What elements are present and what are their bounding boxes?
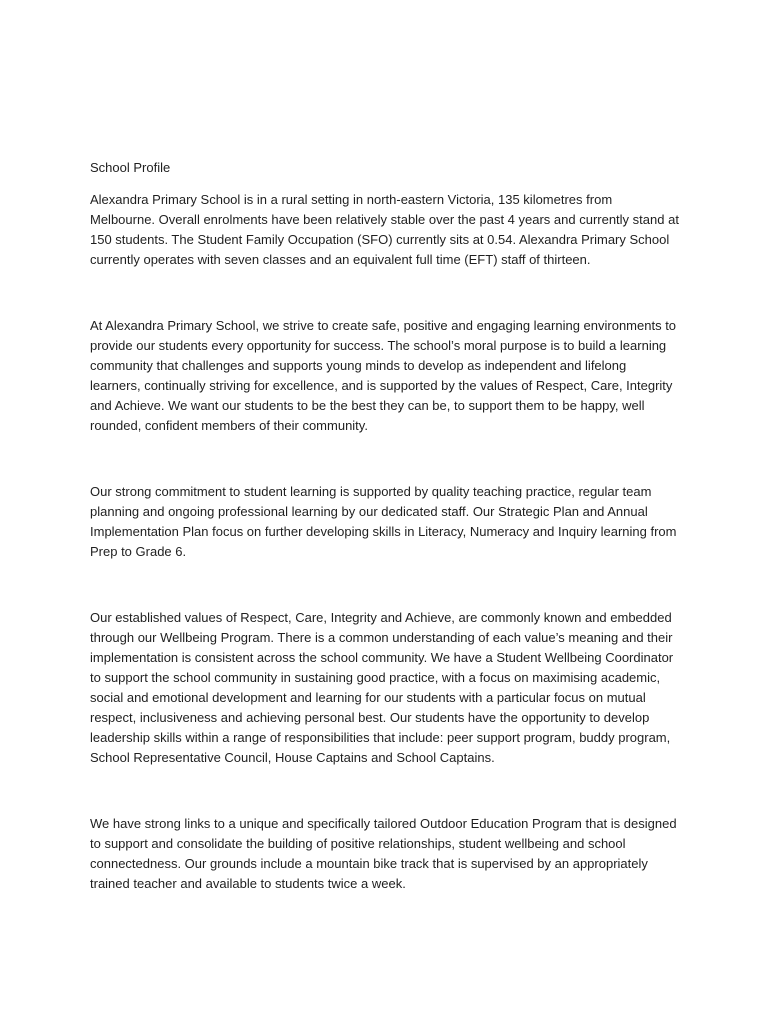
paragraph-outdoor-education: We have strong links to a unique and specifically tailored Outdoor Education Program that is designed to support and consolidate the building of positive relationships, student wellbeing and school connectedness. Our grounds include a mountain bike track that is supervised by an appropriately trained teacher and available to students twice a week. <box>90 816 677 891</box>
document-body <box>90 158 680 894</box>
paragraph-school-setting: Alexandra Primary School is in a rural setting in north-eastern Victoria, 135 kilometres from Melbourne. Overall enrolments have been relatively stable over the past 4 years and currently stand at 150 students. The Student Family Occupation (SFO) currently sits at 0.54. Alexandra Primary School currently operates with seven classes and an equivalent full time (EFT) staff of thirteen. <box>90 192 679 267</box>
paragraph-values-wellbeing: Our established values of Respect, Care, Integrity and Achieve, are commonly known and embedded through our Wellbeing Program. There is a common understanding of each value’s meaning and their implementation is consistent across the school community. We have a Student Wellbeing Coordinator to support the school community in sustaining good practice, with a focus on maximising academic, social and emotional development and learning for our students with a particular focus on mutual respect, inclusiveness and achieving personal best. Our students have the opportunity to develop leadership skills within a range of responsibilities that include: peer support program, buddy program, School Representative Council, House Captains and School Captains. <box>90 610 674 765</box>
document-title: School Profile <box>90 160 171 175</box>
paragraph-learning-commitment: Our strong commitment to student learning is supported by quality teaching practice, regular team planning and ongoing professional learning by our dedicated staff. Our Strategic Plan and Annual Implementation Plan focus on further developing skills in Literacy, Numeracy and Inquiry learning from Prep to Grade 6. <box>90 484 677 559</box>
paragraph-moral-purpose: At Alexandra Primary School, we strive to create safe, positive and engaging learning environments to provide our students every opportunity for success. The school’s moral purpose is to build a learning community that challenges and supports young minds to develop as independent and lifelong learners, continually striving for excellence, and is supported by the values of Respect, Care, Integrity and Achieve. We want our students to be the best they can be, to support them to be happy, well rounded, confident members of their community. <box>90 318 677 433</box>
